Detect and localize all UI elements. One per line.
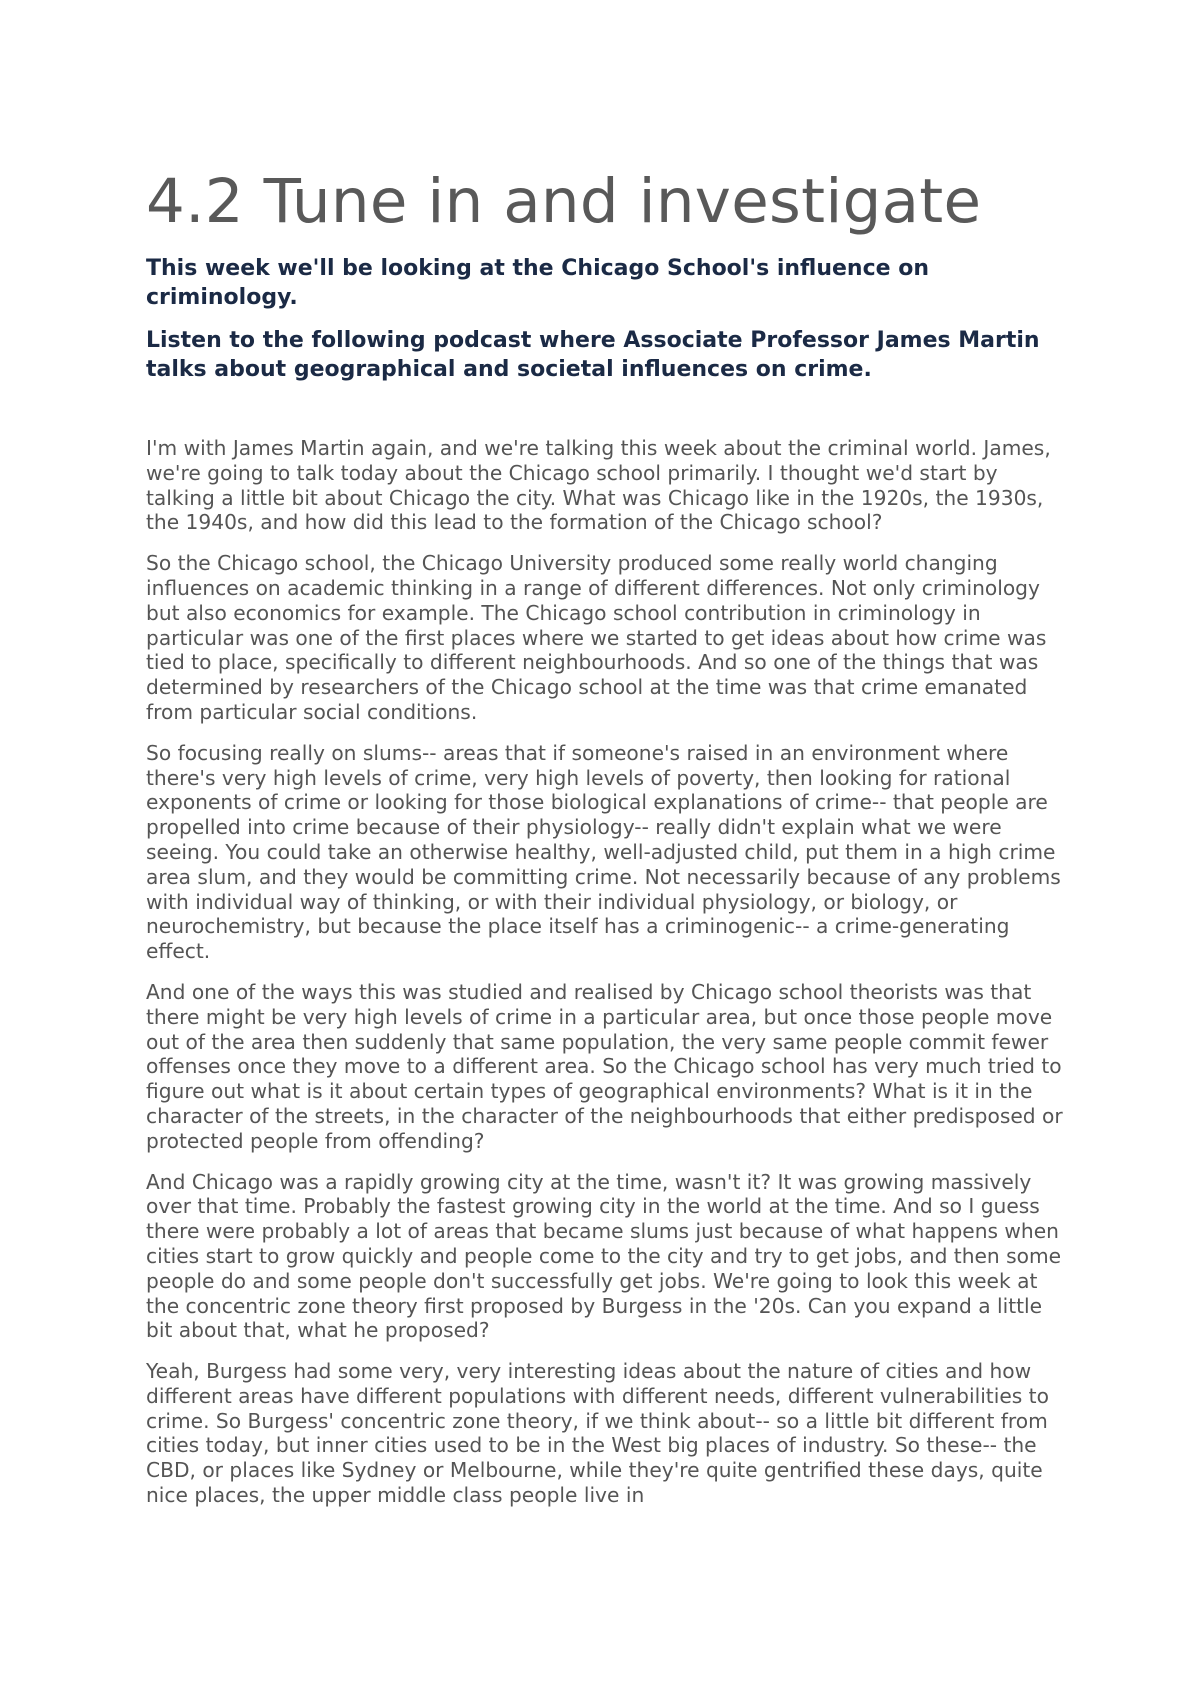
- document-content: [146, 164, 1066, 1524]
- intro-paragraph-1: This week we'll be looking at the Chicago School's influence on criminology.: [146, 256, 929, 310]
- transcript-paragraph-4: And one of the ways this was studied and realised by Chicago school theorists was that there might be very high levels of crime in a particular area, but once those people move out of the area then suddenly that same population, the very same people commit fewer offenses once they move to a different area. So the Chicago school has very much tried to figure out what is it about certain types of geographical environments? What is it in the character of the streets, in the character of the neighbourhoods that either predisposed or protected people from offending?: [146, 979, 1063, 1153]
- transcript-paragraph-2: So the Chicago school, the Chicago University produced some really world changing influences on academic thinking in a range of different differences. Not only criminology but also economics for example. The Chicago school contribution in criminology in particular was one of the first places where we started to get ideas about how crime was tied to place, specifically to different neighbourhoods. And so one of the things that was determined by researchers of the Chicago school at the time was that crime emanated from particular social conditions.: [146, 551, 1047, 724]
- podcast-transcript: [146, 436, 1066, 1508]
- transcript-paragraph-3: So focusing really on slums-- areas that if someone's raised in an environment where there's very high levels of crime, very high levels of poverty, then looking for rational exponents of crime or looking for those biological explanations of crime-- that people are propelled into crime because of their physiology-- really didn't explain what we were seeing. You could take an otherwise healthy, well-adjusted child, put them in a high crime area slum, and they would be committing crime. Not necessarily because of any problems with individual way of thinking, or with their individual physiology, or biology, or neurochemistry, but because the place itself has a criminogenic-- a crime-generating effect.: [146, 740, 1061, 964]
- intro-paragraph-2: Listen to the following podcast where Associate Professor James Martin talks about geographical and societal influences on crime.: [146, 328, 1040, 382]
- transcript-paragraph-6: Yeah, Burgess had some very, very interesting ideas about the nature of cities and how different areas have different populations with different needs, different vulnerabilities to crime. So Burgess' concentric zone theory, if we think about-- so a little bit different from cities today, but inner cities used to be in the West big places of industry. So these-- the CBD, or places like Sydney or Melbourne, while they're quite gentrified these days, quite nice places, the upper middle class people live in: [146, 1359, 1049, 1508]
- transcript-paragraph-5: And Chicago was a rapidly growing city at the time, wasn't it? It was growing massively over that time. Probably the fastest growing city in the world at the time. And so I guess there were probably a lot of areas that became slums just because of what happens when cities start to grow quickly and people come to the city and try to get jobs, and then some people do and some people don't successfully get jobs. We're going to look this week at the concentric zone theory first proposed by Burgess in the '20s. Can you expand a little bit about that, what he proposed?: [146, 1169, 1062, 1343]
- page-title: 4.2 Tune in and investigate: [146, 166, 982, 237]
- transcript-paragraph-1: I'm with James Martin again, and we're talking this week about the criminal world. James, we're going to talk today about the Chicago school primarily. I thought we'd start by talking a little bit about Chicago the city. What was Chicago like in the 1920s, the 1930s, the 1940s, and how did this lead to the formation of the Chicago school?: [146, 436, 1051, 535]
